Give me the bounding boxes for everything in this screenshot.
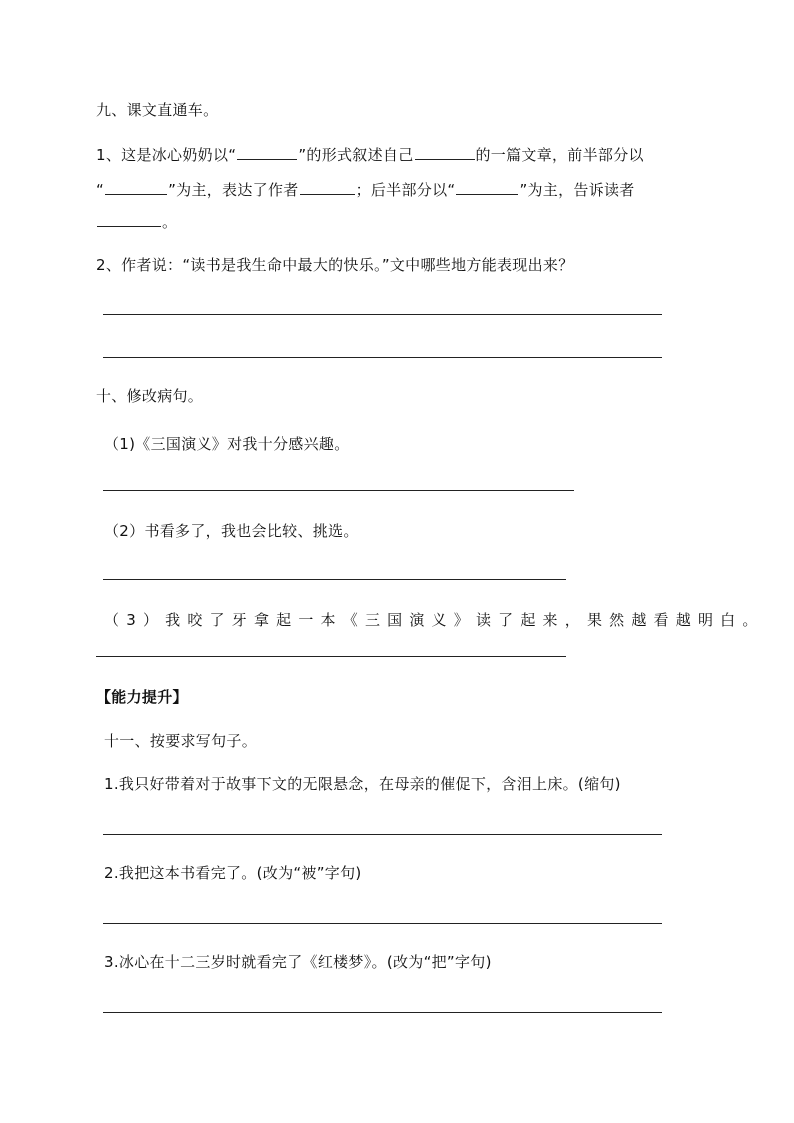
ability-heading: 【能力提升】 [96,688,188,706]
question-9-1-line-1 [96,145,644,165]
q1-text-f: ；后半部分以“ [355,181,456,199]
answer-line[interactable] [103,579,566,580]
question-9-1-line-2 [96,180,635,200]
q1-text-a: 1、这是冰心奶奶以“ [96,146,237,164]
answer-line[interactable] [103,357,662,358]
question-9-2: 2、作者说：“读书是我生命中最大的快乐。”文中哪些地方能表现出来？ [96,256,574,274]
answer-line[interactable] [96,656,566,657]
rewrite-sentence-1: 1.我只好带着对于故事下文的无限悬念，在母亲的催促下，含泪上床。(缩句) [104,775,621,793]
rewrite-sentence-3: 3.冰心在十二三岁时就看完了《红楼梦》。(改为“把”字句) [104,953,492,971]
faulty-sentence-3: （3）我咬了牙拿起一本《三国演义》读了起来，果然越看越明白。 [104,611,765,629]
q1-text-b: ”的形式叙述自己 [298,146,414,164]
question-9-1-line-3 [96,212,177,232]
faulty-sentence-2: （2）书看多了，我也会比较、挑选。 [104,522,359,540]
answer-line[interactable] [103,1012,662,1013]
answer-line[interactable] [103,923,662,924]
q1-text-c: 的一篇文章，前半部分以 [475,146,644,164]
q1-text-g: ”为主，告诉读者 [519,181,635,199]
q1-text-e: ”为主，表达了作者 [168,181,299,199]
fill-blank-tell-readers[interactable] [97,212,161,227]
fill-blank-first-half[interactable] [105,180,167,195]
section-9-title: 九、课文直通车。 [96,101,219,119]
section-11-title: 十一、按要求写句子。 [104,732,258,750]
answer-line[interactable] [103,834,662,835]
faulty-sentence-1: （1)《三国演义》对我十分感兴趣。 [104,435,350,453]
fill-blank-second-half[interactable] [456,180,518,195]
q1-text-d: “ [96,181,105,199]
answer-line[interactable] [103,490,574,491]
fill-blank-form[interactable] [237,145,297,160]
fill-blank-narrated-content[interactable] [415,145,475,160]
fill-blank-author-feeling[interactable] [300,180,355,195]
rewrite-sentence-2: 2.我把这本书看完了。(改为“被”字句) [104,864,362,882]
q1-text-end: 。 [162,213,178,231]
answer-line[interactable] [103,314,662,315]
section-10-title: 十、修改病句。 [96,387,204,405]
